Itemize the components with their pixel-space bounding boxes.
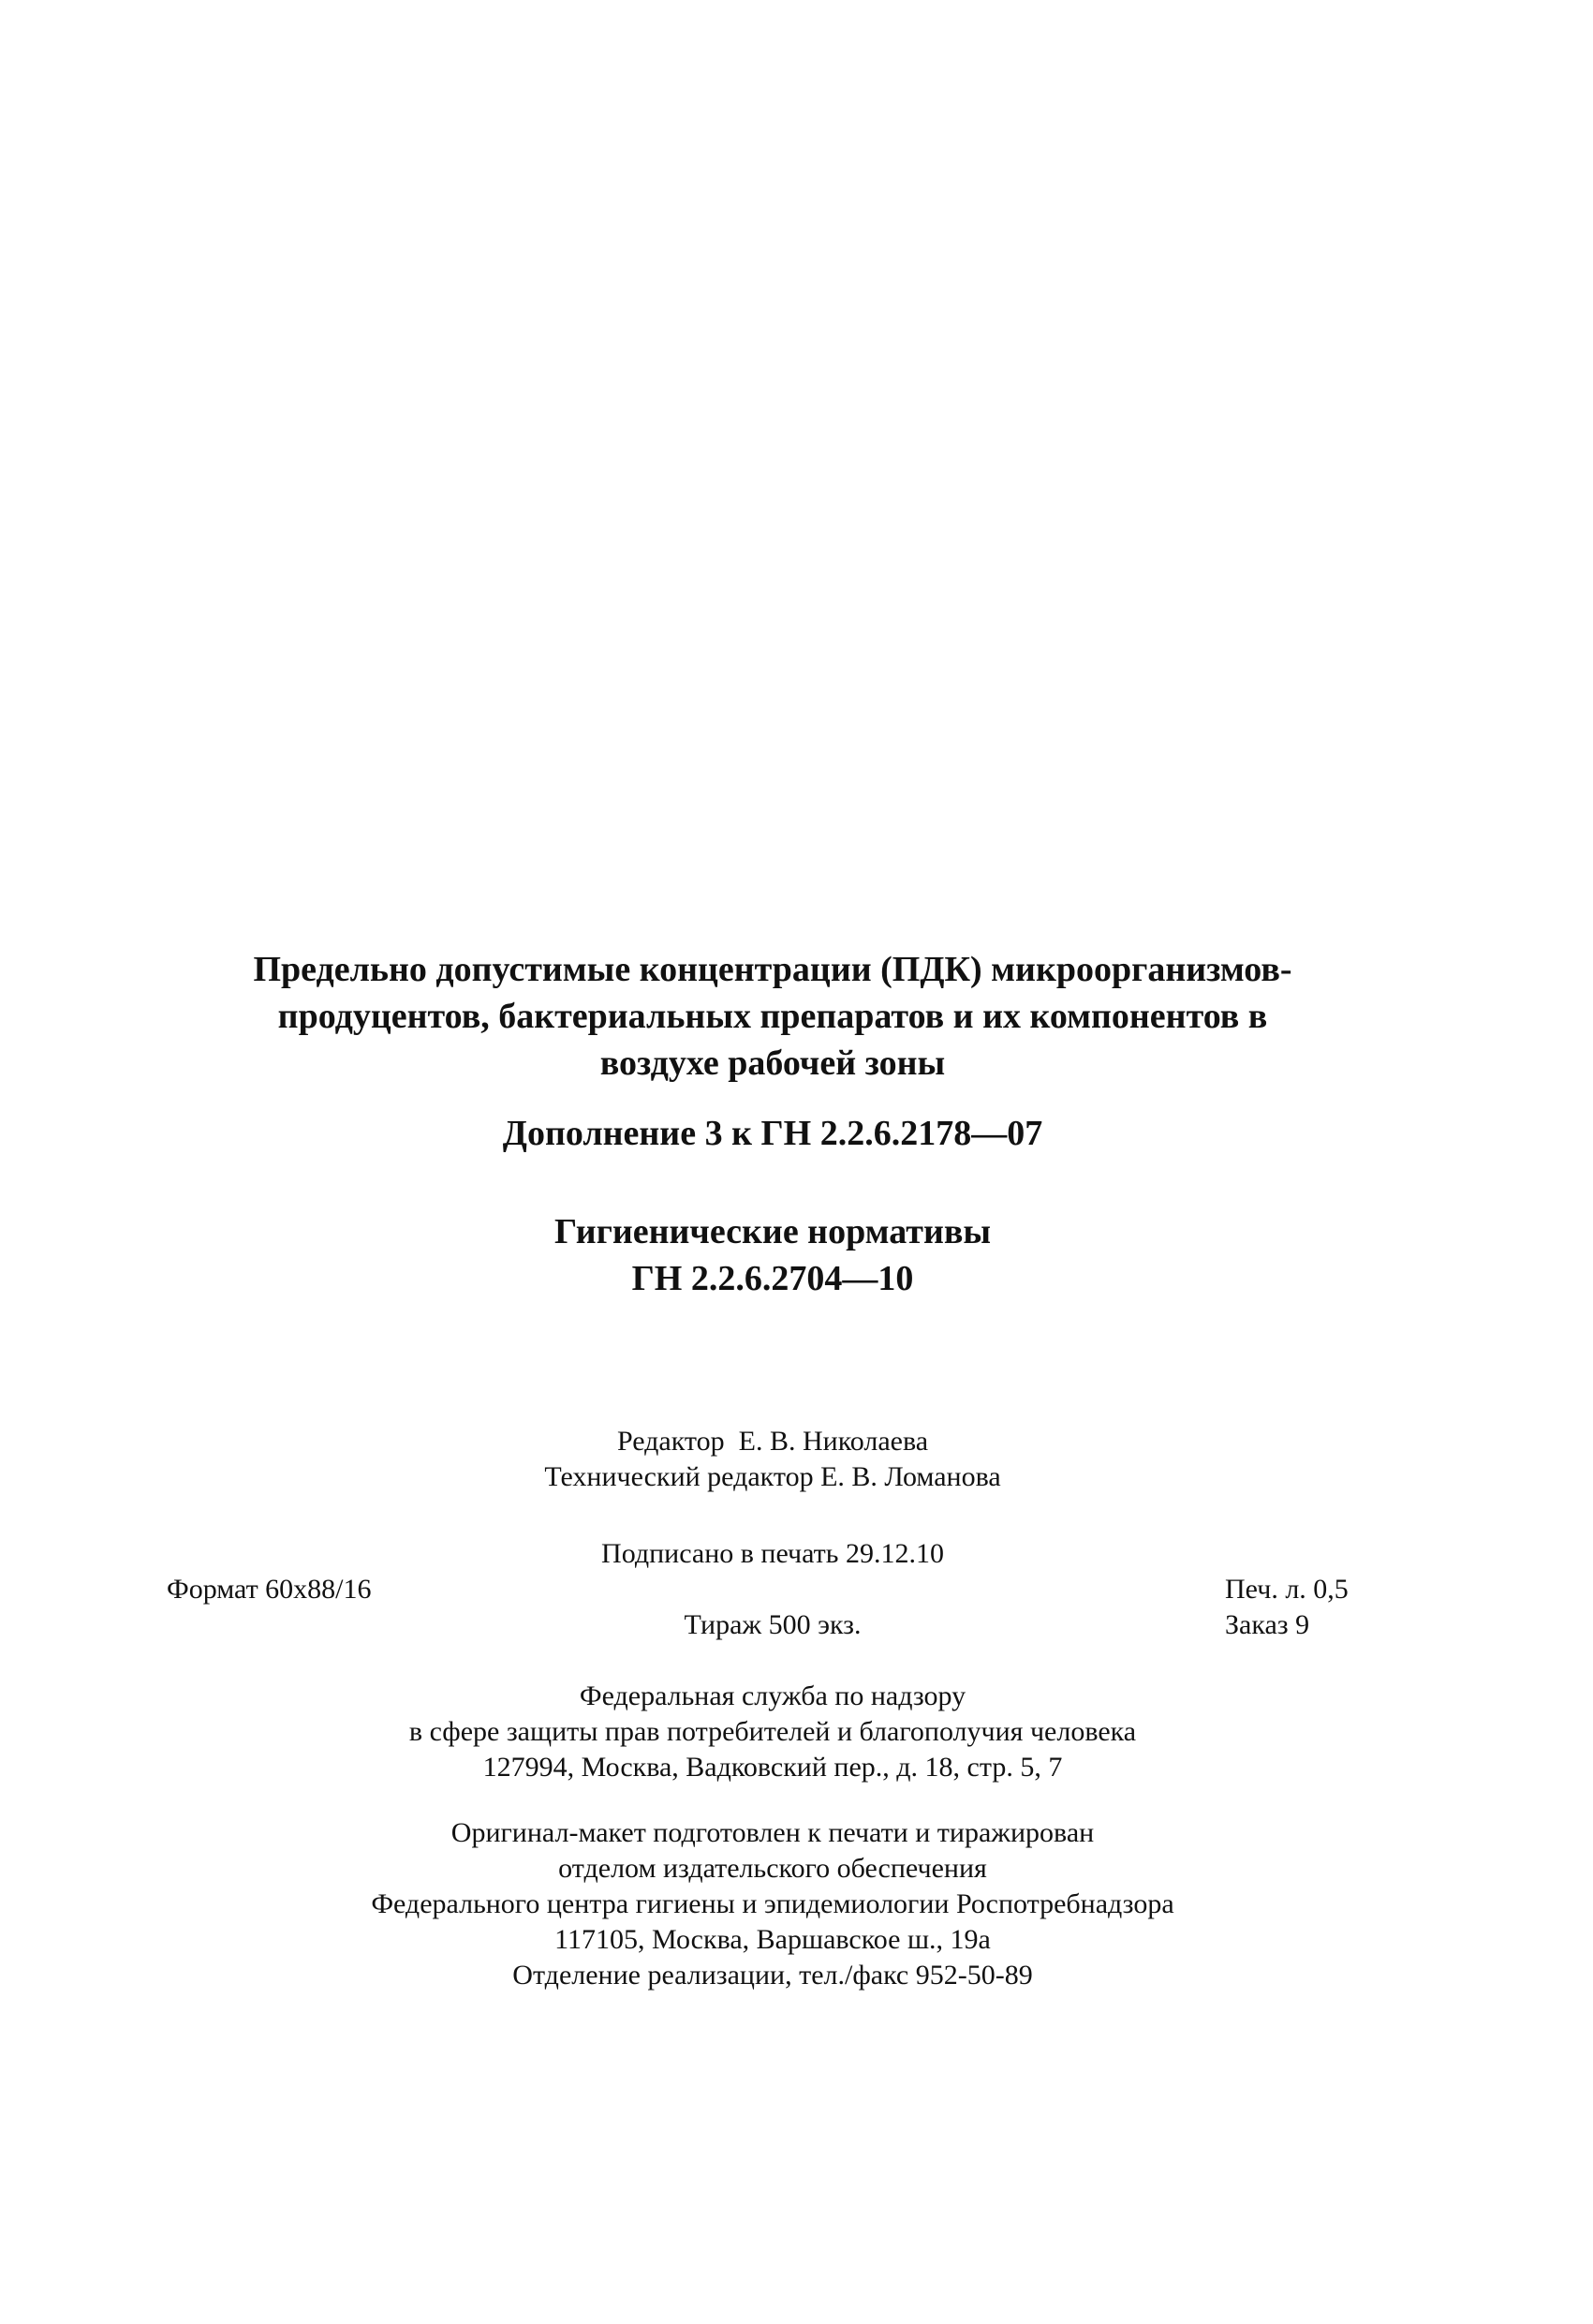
- editorial-credits: [159, 1424, 1386, 1495]
- norms-code: ГН 2.2.6.2704—10: [631, 1259, 914, 1298]
- supplement-heading: Дополнение 3 к ГН 2.2.6.2178—07: [502, 1114, 1043, 1153]
- title-line-1: Предельно допустимые концентрации (ПДК) микроорганизмов-: [253, 950, 1292, 989]
- print-run: Тираж 500 экз.: [684, 1609, 862, 1640]
- signed-for-print: Подписано в печать 29.12.10: [601, 1538, 944, 1569]
- publisher-line-2: в сфере защиты прав потребителей и благополучия человека: [408, 1716, 1137, 1747]
- tech-editor-line: Технический редактор Е. В. Ломанова: [544, 1461, 1001, 1492]
- publisher-address: 127994, Москва, Вадковский пер., д. 18, стр. 5, 7: [482, 1752, 1063, 1783]
- editor-line: Редактор Е. В. Николаева: [616, 1426, 929, 1457]
- title-line-2: продуцентов, бактериальных препаратов и их компонентов в: [277, 997, 1268, 1036]
- printer-line-3: Федерального центра гигиены и эпидемиологии Роспотребнадзора: [371, 1888, 1174, 1919]
- paper-format: Формат 60x88/16: [167, 1574, 372, 1605]
- title-line-3: воздухе рабочей зоны: [599, 1044, 946, 1083]
- document-title: [159, 946, 1386, 1087]
- printer-address: 117105, Москва, Варшавское ш., 19а: [554, 1924, 991, 1955]
- printer-info: [159, 1815, 1386, 1993]
- order-number: Заказ 9: [1225, 1609, 1310, 1640]
- printed-sheets: Печ. л. 0,5: [1225, 1574, 1349, 1605]
- publisher-line-1: Федеральная служба по надзору: [579, 1680, 966, 1711]
- publisher-info: [159, 1679, 1386, 1785]
- printer-line-1: Оригинал-макет подготовлен к печати и тиражирован: [450, 1817, 1095, 1848]
- printer-line-2: отделом издательского обеспечения: [558, 1853, 987, 1884]
- norms-heading: [159, 1208, 1386, 1302]
- norms-title: Гигиенические нормативы: [553, 1212, 992, 1251]
- sales-contact: Отделение реализации, тел./факс 952-50-89: [512, 1960, 1033, 1991]
